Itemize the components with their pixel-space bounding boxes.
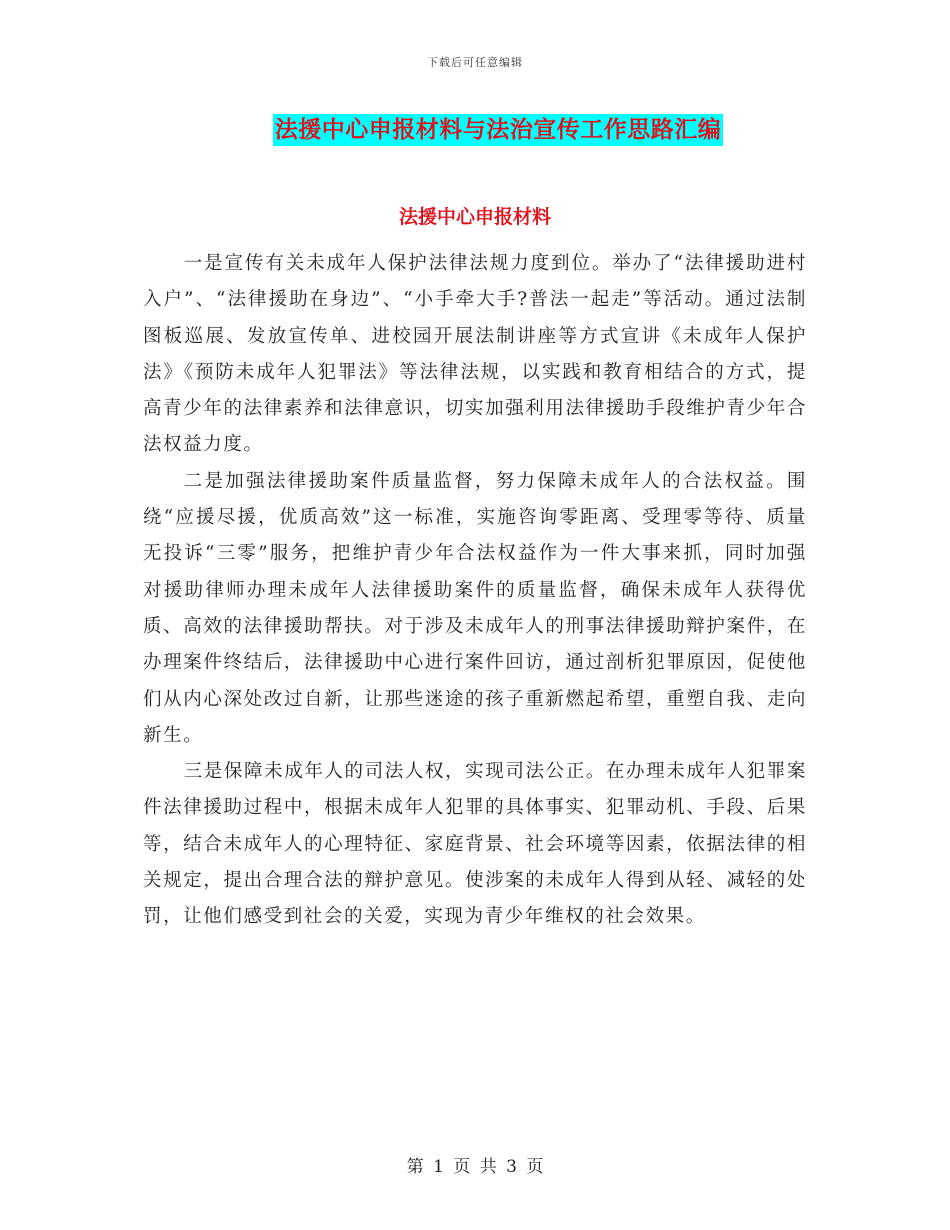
document-body bbox=[143, 246, 807, 936]
header-note: 下载后可任意编辑 bbox=[427, 56, 523, 69]
page-number-footer: 第 1 页 共 3 页 bbox=[406, 1157, 544, 1177]
document-main-title: 法援中心申报材料与法治宣传工作思路汇编 bbox=[273, 114, 724, 146]
section-title: 法援中心申报材料 bbox=[398, 206, 551, 228]
main-title-container bbox=[0, 114, 950, 146]
paragraph-3: 三是保障未成年人的司法人权，实现司法公正。在办理未成年人犯罪案件法律援助过程中，根据未成年人犯罪的具体事实、犯罪动机、手段、后果等，结合未成年人的心理特征、家庭背景、社会环境等因素，依据法律的相关规定，提出合理合法的辩护意见。使涉案的未成年人得到从轻、减轻的处罚，让他们感受到社会的关爱，实现为青少年维权的社会效果。 bbox=[143, 761, 807, 928]
paragraph-2: 二是加强法律援助案件质量监督，努力保障未成年人的合法权益。围绕“应援尽援，优质高效”这一标准，实施咨询零距离、受理零等待、质量无投诉“三零”服务，把维护青少年合法权益作为一件大事来抓，同时加强对援助律师办理未成年人法律援助案件的质量监督，确保未成年人获得优质、高效的法律援助帮扶。对于涉及未成年人的刑事法律援助辩护案件，在办理案件终结后，法律援助中心进行案件回访，通过剖析犯罪原因，促使他们从内心深处改过自新，让那些迷途的孩子重新燃起希望，重塑自我、走向新生。 bbox=[143, 470, 807, 746]
paragraph-1: 一是宣传有关未成年人保护法律法规力度到位。举办了“法律援助进村入户”、“法律援助在身边”、“小手牵大手?普法一起走”等活动。通过法制图板巡展、发放宣传单、进校园开展法制讲座等方式宣讲《未成年人保护法》《预防未成年人犯罪法》等法律法规，以实践和教育相结合的方式，提高青少年的法律素养和法律意识，切实加强利用法律援助手段维护青少年合法权益力度。 bbox=[143, 253, 807, 456]
